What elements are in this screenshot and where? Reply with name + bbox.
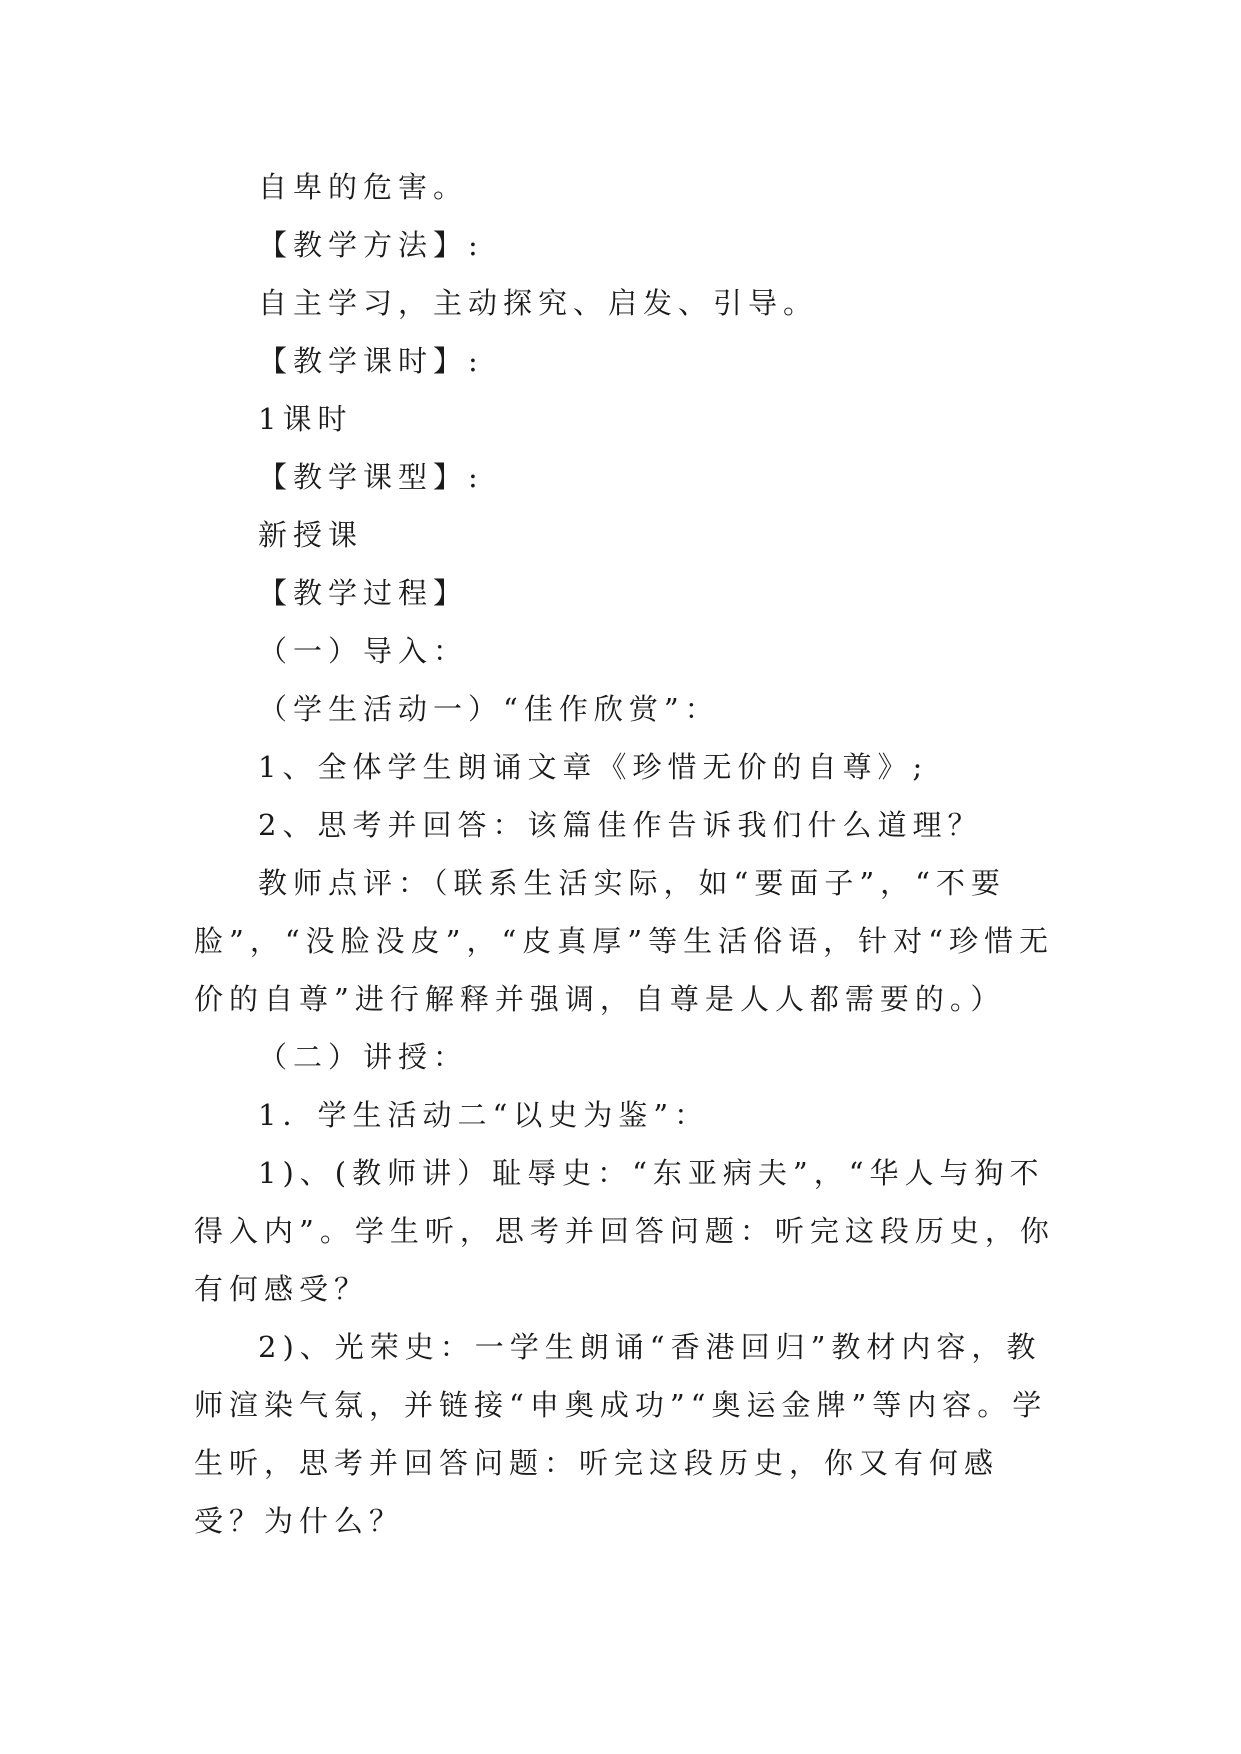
paragraph: 自卑的危害。 (258, 170, 469, 204)
paragraph: 1课时 (258, 402, 353, 436)
list-item: 1)、(教师讲）耻辱史：“东亚病夫”，“华人与狗不得入内”。学生听，思考并回答问题：听完这段历史，你有何感受？ (194, 1156, 1055, 1306)
subsection-heading: （一）导入： (258, 634, 469, 668)
section-heading: 【教学过程】 (258, 576, 469, 610)
list-item: 1、全体学生朗诵文章《珍惜无价的自尊》; (258, 750, 929, 784)
paragraph: 自主学习，主动探究、启发、引导。 (258, 286, 819, 320)
subsection-heading: （二）讲授： (258, 1040, 469, 1074)
paragraph: 新授课 (258, 518, 364, 552)
list-item: 2)、光荣史：一学生朗诵“香港回归”教材内容，教师渲染气氛，并链接“申奥成功”“奥运金牌”等内容。学生听，思考并回答问题：听完这段历史，你又有何感受？为什么？ (194, 1330, 1048, 1538)
list-item: 1．学生活动二“以史为鉴”： (258, 1098, 710, 1132)
paragraph: 教师点评：（联系生活实际，如“要面子”，“不要脸”，“没脸没皮”，“皮真厚”等生活俗语，针对“珍惜无价的自尊”进行解释并强调，自尊是人人都需要的。） (194, 866, 1054, 1016)
section-heading: 【教学方法】: (258, 228, 484, 262)
document-body (194, 158, 1060, 1550)
list-item: 2、思考并回答：该篇佳作告诉我们什么道理？ (258, 808, 983, 842)
section-heading: 【教学课型】: (258, 460, 484, 494)
section-heading: 【教学课时】: (258, 344, 484, 378)
paragraph: （学生活动一）“佳作欣赏”： (258, 692, 720, 726)
